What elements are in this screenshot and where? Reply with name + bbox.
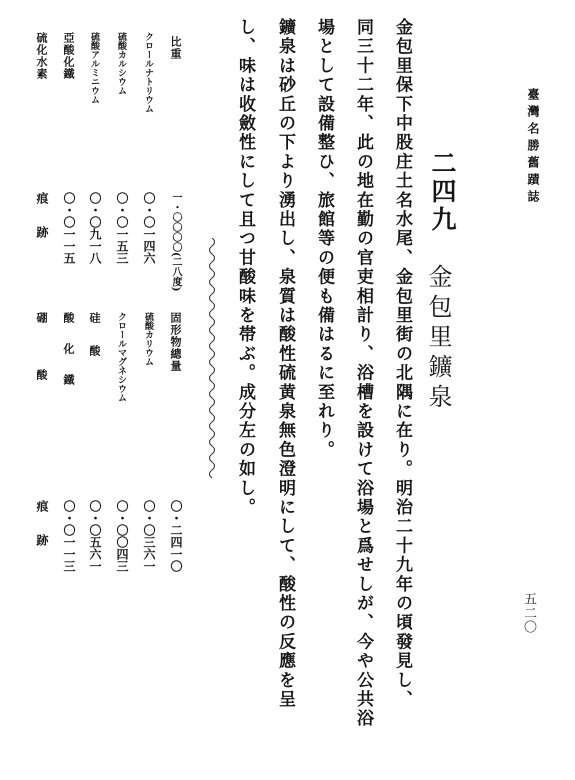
composition-label-boric-acid: 硼酸 bbox=[35, 312, 48, 426]
composition-label-sodium-chloride: クロールナトリウム bbox=[143, 32, 153, 113]
composition-label-calcium-sulfate: 硫酸カルシウム bbox=[116, 32, 126, 95]
composition-value-total-solids: 〇・二四一〇 bbox=[169, 500, 183, 572]
composition-label-potassium-sulfate: 硫酸カリウム bbox=[143, 312, 153, 366]
composition-label-silicic-acid: 硅酸 bbox=[88, 312, 101, 378]
composition-value-ferrous-oxide: 〇・〇一一五 bbox=[62, 192, 76, 264]
composition-label-specific-gravity: 比重 bbox=[169, 36, 182, 60]
composition-value-potassium-sulfate: 〇・〇三六一 bbox=[142, 500, 156, 572]
composition-value-sodium-chloride: 〇・〇一四六 bbox=[142, 192, 156, 264]
page-number: 五二〇 bbox=[521, 592, 536, 634]
composition-label-hydrogen-sulfide: 硫化水素 bbox=[35, 32, 48, 80]
body-line-5: し、味は收斂性にして且つ甘酸味を帯ぶ。成分左の如し。 bbox=[235, 18, 255, 518]
composition-value-ferric-oxide: 〇・〇一一三 bbox=[62, 500, 76, 572]
composition-value-specific-gravity: 一・〇〇〇〇(二八度) bbox=[170, 192, 181, 292]
entry-number: 二四九 bbox=[428, 150, 457, 234]
running-title: 臺灣名勝舊蹟誌 bbox=[526, 88, 540, 207]
composition-value-magnesium-chloride: 〇・〇〇四三 bbox=[115, 500, 129, 572]
composition-value-calcium-sulfate: 〇・〇一五三 bbox=[115, 192, 129, 264]
composition-label-total-solids: 固形物總量 bbox=[169, 312, 182, 372]
body-line-4: 鑛泉は砂丘の下より湧出し、泉質は酸性硫黄泉無色澄明にして、酸性の反應を呈 bbox=[275, 18, 295, 710]
composition-label-aluminium-sulfate: 硫酸アルミニウム bbox=[89, 32, 99, 104]
composition-label-ferrous-oxide: 亞酸化鐵 bbox=[62, 32, 75, 80]
body-line-3: 場として設備整ひ、旅館等の便も備はるに至れり。 bbox=[314, 18, 334, 460]
composition-value-boric-acid: 痕跡 bbox=[35, 500, 49, 568]
composition-label-magnesium-chloride: クロールマグネシウム bbox=[116, 312, 126, 402]
entry-title: 金包里鑛泉 bbox=[424, 264, 452, 414]
body-line-2: 同三十二年、此の地在勤の官吏相計り、浴槽を設けて浴場と爲せしが、今や公共浴 bbox=[353, 18, 373, 729]
wavy-divider bbox=[206, 238, 218, 478]
composition-value-hydrogen-sulfide: 痕跡 bbox=[35, 192, 49, 260]
composition-value-silicic-acid: 〇・〇五六一 bbox=[88, 500, 102, 572]
body-line-1: 金包里保下中股庄土名水尾、金包里街の北隅に在り。明治二十九年の頃發見し、 bbox=[392, 18, 412, 710]
composition-label-ferric-oxide: 酸化鐵 bbox=[62, 312, 75, 405]
composition-value-aluminium-sulfate: 〇・〇九一八 bbox=[88, 192, 102, 264]
